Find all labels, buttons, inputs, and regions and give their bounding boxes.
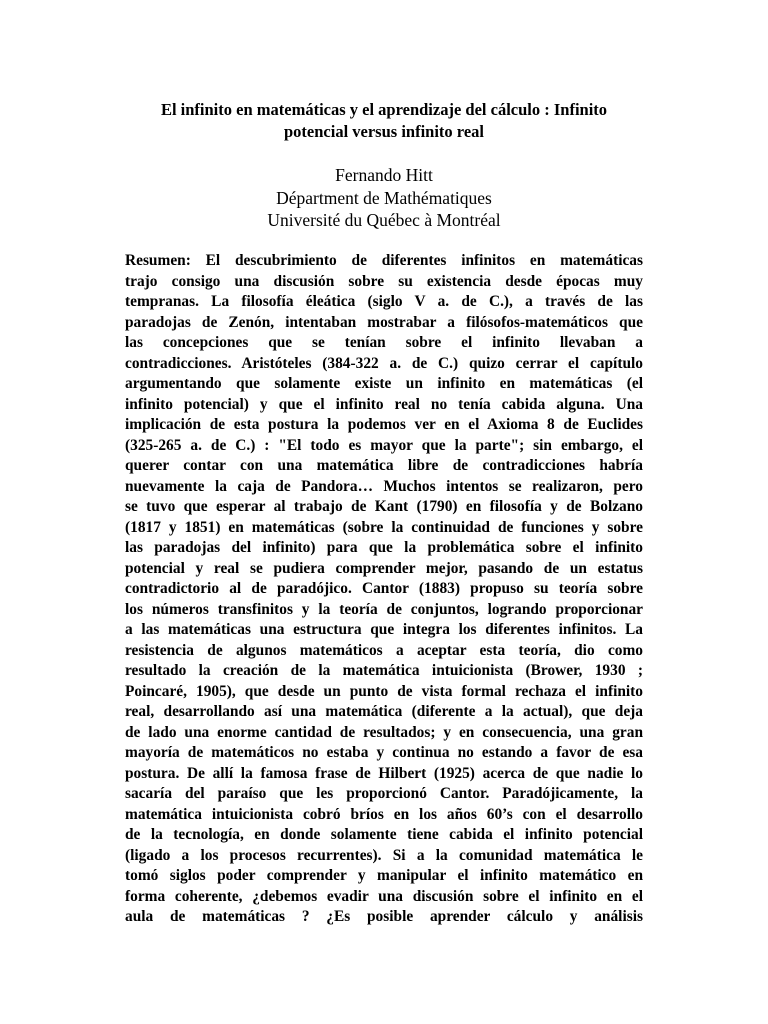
abstract-line: de la tecnología, en donde solamente tiene cabida el infinito potencial (125, 826, 643, 843)
abstract-line: (ligado a los procesos recurrentes). Si a la comunidad matemática le (125, 846, 643, 864)
abstract-line: de lado una enorme cantidad de resultados; y en consecuencia, una gran (125, 723, 643, 741)
abstract-line: aula de matemáticas ? ¿Es posible aprender cálculo y análisis (125, 908, 643, 925)
abstract-line: Poincaré, 1905), que desde un punto de vista formal rechaza el infinito (125, 682, 643, 700)
author-name: Fernando Hitt (335, 165, 433, 185)
abstract-line: se tuvo que esperar al trabajo de Kant (1790) en filosofía y de Bolzano (125, 498, 643, 515)
abstract-line: sacaría del paraíso que les proporcionó Cantor. Paradójicamente, la (125, 785, 643, 802)
abstract-line: tomó siglos poder comprender y manipular el infinito matemático en (125, 867, 643, 884)
abstract-line: implicación de esta postura la podemos ver en el Axioma 8 de Euclides (125, 416, 643, 433)
abstract-line: Resumen: El descubrimiento de diferentes infinitos en matemáticas (125, 252, 643, 269)
author-department: Départment de Mathématiques (276, 187, 492, 208)
abstract-line: (1817 y 1851) en matemáticas (sobre la continuidad de funciones y sobre (125, 518, 643, 536)
abstract-line: resultado la creación de la matemática intuicionista (Brower, 1930 ; (125, 662, 643, 679)
abstract-line: contradictorio al de paradójico. Cantor (1883) propuso su teoría sobre (125, 580, 643, 597)
abstract-line: paradojas de Zenón, intentaban mostrabar a filósofos-matemáticos que (125, 313, 643, 331)
abstract-line: forma coherente, ¿debemos evadir una discusión sobre el infinito en el (125, 887, 643, 905)
abstract-line: tempranas. La filosofía éleática (siglo V a. de C.), a través de las (125, 293, 643, 310)
abstract-line: argumentando que solamente existe un infinito en matemáticas (el (125, 375, 643, 392)
abstract-line: (325-265 a. de C.) : "El todo es mayor que la parte"; sin embargo, el (125, 436, 643, 454)
author-university: Université du Québec à Montréal (267, 210, 501, 230)
author-block (120, 164, 648, 232)
abstract (125, 251, 643, 928)
abstract-line: las paradojas del infinito) para que la problemática sobre el infinito (125, 539, 643, 556)
abstract-line: a las matemáticas una estructura que integra los diferentes infinitos. La (125, 621, 643, 638)
abstract-line: querer contar con una matemática libre de contradicciones habría (125, 457, 643, 474)
abstract-line: las concepciones que se tenían sobre el infinito llevaban a (125, 334, 643, 351)
abstract-line: resistencia de algunos matemáticos a aceptar esta teoría, dio como (125, 641, 643, 659)
abstract-line: real, desarrollando así una matemática (diferente a la actual), que deja (125, 703, 643, 720)
abstract-line: postura. De allí la famosa frase de Hilbert (1925) acerca de que nadie lo (125, 764, 643, 782)
abstract-line: nuevamente la caja de Pandora… Muchos intentos se realizaron, pero (125, 477, 643, 495)
abstract-line: mayoría de matemáticos no estaba y continua no estando a favor de esa (125, 744, 643, 761)
abstract-line: los números transfinitos y la teoría de conjuntos, logrando proporcionar (125, 600, 643, 618)
abstract-line: trajo consigo una discusión sobre su existencia desde épocas muy (125, 272, 643, 290)
abstract-line: contradicciones. Aristóteles (384-322 a. de C.) quizo cerrar el capítulo (125, 354, 643, 372)
abstract-line: potencial y real se pudiera comprender mejor, pasando de un estatus (125, 559, 643, 577)
title-line: potencial versus infinito real (284, 122, 484, 141)
abstract-line: infinito potencial) y que el infinito real no tenía cabida alguna. Una (125, 395, 643, 413)
abstract-line: matemática intuicionista cobró bríos en los años 60’s con el desarrollo (125, 805, 643, 823)
title-line: El infinito en matemáticas y el aprendizaje del cálculo : Infinito (160, 100, 608, 119)
paper-title (120, 99, 648, 143)
